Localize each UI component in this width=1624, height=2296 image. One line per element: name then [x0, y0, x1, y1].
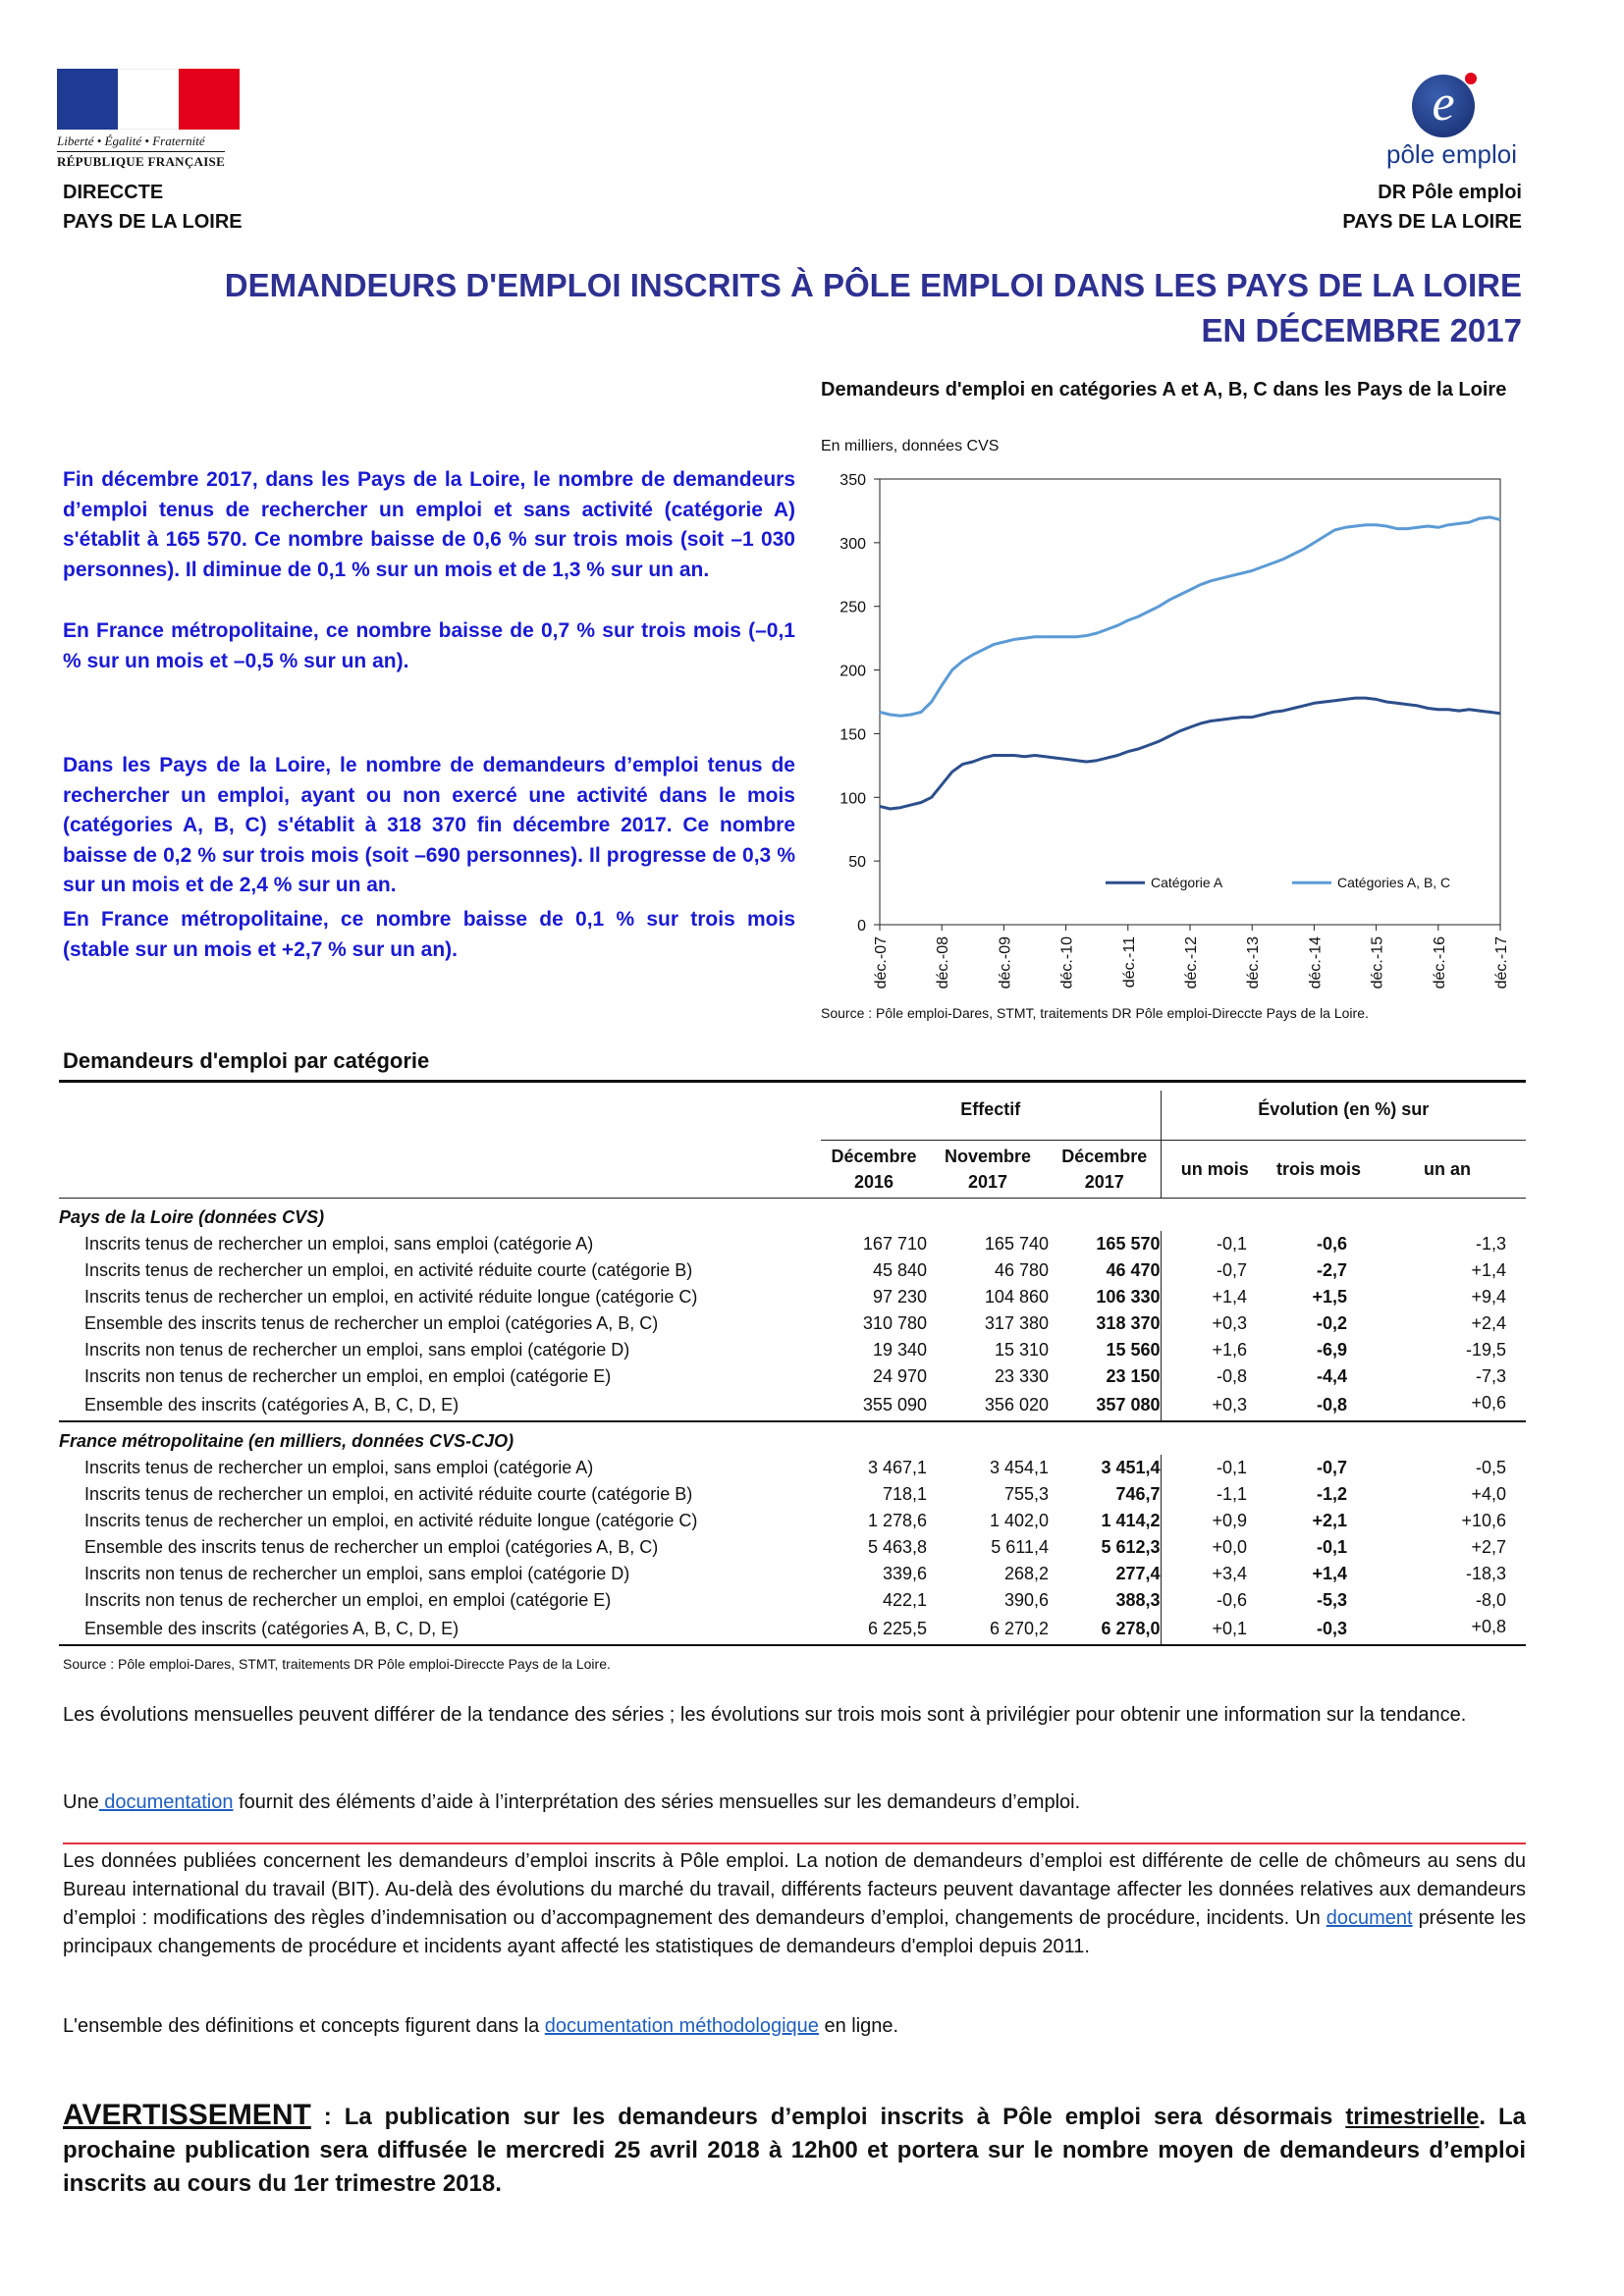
table-cell: 356 020: [984, 1395, 1049, 1415]
table-cell: 268,2: [1003, 1564, 1049, 1583]
table-cell: -0,6: [1161, 1587, 1269, 1614]
table-cell: 277,4: [1115, 1564, 1161, 1583]
table-cell: 755,3: [1003, 1484, 1049, 1504]
table-cell: -0,1: [1161, 1455, 1269, 1481]
row-label: Inscrits tenus de rechercher un emploi, sans emploi (catégorie A): [84, 1458, 594, 1477]
col-header-dec2016: Décembre 2016: [821, 1141, 927, 1199]
table-cell: +0,9: [1161, 1508, 1269, 1534]
pole-emploi-logo-text: pôle emploi: [1386, 139, 1517, 169]
row-label: Inscrits tenus de rechercher un emploi, en activité réduite longue (catégorie C): [84, 1511, 698, 1530]
table-cell: -1,3: [1475, 1234, 1506, 1254]
table-cell: 165 570: [1096, 1234, 1161, 1254]
table-source: Source : Pôle emploi-Dares, STMT, traitements DR Pôle emploi-Direccte Pays de la Loire.: [63, 1656, 611, 1672]
table-cell: +2,7: [1471, 1537, 1506, 1557]
table-cell: -19,5: [1465, 1340, 1506, 1360]
col-header-dec2017: Décembre 2017: [1049, 1141, 1161, 1199]
table-row: [59, 1231, 1526, 1257]
y-tick-label: 250: [839, 599, 866, 616]
row-label: Inscrits non tenus de rechercher un emploi, en emploi (catégorie E): [84, 1590, 612, 1610]
methodology-link[interactable]: documentation méthodologique: [544, 2015, 819, 2037]
line-chart: [815, 461, 1522, 1011]
note-definitions: L'ensemble des définitions et concepts figurent dans la documentation méthodologique en ligne.: [63, 2015, 899, 2037]
table-cell: -5,3: [1316, 1590, 1347, 1610]
table-cell: -1,1: [1161, 1481, 1269, 1508]
note-donnees: Les données publiées concernent les demandeurs d’emploi inscrits à Pôle emploi. La notion de demandeurs d’emploi est différente de celle de chômeurs au sens du Bureau international du travail (BIT). Au-delà des évolutions du marché du travail, différents facteurs peuvent davantage affecter les données relatives aux demandeurs d’emploi : modifications des règles d’indemnisation ou d’accompagnement des demandeurs d’emploi, changements de procédure, incidents. Un document présente les principaux changements de procédure et incidents ayant affecté les statistiques de demandeurs d'emploi depuis 2011.: [63, 1850, 1526, 1957]
table-cell: 46 470: [1106, 1260, 1161, 1280]
legend-label: Catégorie A: [1151, 875, 1223, 891]
plot-frame: [880, 479, 1500, 925]
table-cell: -0,7: [1316, 1458, 1347, 1477]
table-cell: 355 090: [862, 1395, 927, 1415]
x-tick-label: déc.-12: [1183, 936, 1200, 989]
intro-paragraph-1: Fin décembre 2017, dans les Pays de la Loire, le nombre de demandeurs d’emploi tenus de rechercher un emploi et sans activité (catégorie A) s'établit à 165 570. Ce nombre baisse de 0,6 % sur trois mois (soit –1 030 personnes). Il diminue de 0,1 % sur un mois et de 1,3 % sur un an.: [63, 468, 795, 581]
chart-subtitle: En milliers, données CVS: [821, 438, 1000, 454]
col-header-trois: trois mois: [1269, 1141, 1369, 1199]
table-cell: -7,3: [1475, 1366, 1506, 1386]
table-row: [59, 1561, 1526, 1587]
table-cell: 24 970: [872, 1366, 927, 1386]
red-divider: [63, 1842, 1526, 1844]
table-cell: 165 740: [984, 1234, 1049, 1254]
note-documentation: Une documentation fournit des éléments d’aide à l’interprétation des séries mensuelles sur les demandeurs d’emploi.: [63, 1791, 1081, 1813]
table-cell: +2,4: [1471, 1313, 1506, 1333]
table-row: [59, 1363, 1526, 1390]
intro-paragraph-4: En France métropolitaine, ce nombre baisse de 0,1 % sur trois mois (stable sur un mois et +2,7 % sur un an).: [63, 908, 795, 961]
row-label: Ensemble des inscrits (catégories A, B, C, D, E): [84, 1619, 460, 1638]
row-label: Inscrits tenus de rechercher un emploi, sans emploi (catégorie A): [84, 1234, 594, 1254]
y-tick-label: 50: [848, 854, 866, 872]
table-cell: +2,1: [1312, 1511, 1347, 1530]
table-row: [59, 1310, 1526, 1337]
table-cell: -18,3: [1465, 1564, 1506, 1583]
pole-emploi-logo: e pôle emploi: [1365, 75, 1522, 171]
rf-motto: Liberté • Égalité • Fraternité: [57, 133, 205, 148]
table-cell: 388,3: [1115, 1590, 1161, 1610]
table-cell: -4,4: [1316, 1366, 1347, 1386]
warning-label: AVERTISSEMENT: [63, 2099, 311, 2131]
series-line-0: [880, 698, 1500, 809]
table-cell: -0,6: [1316, 1234, 1347, 1254]
table-cell: +4,0: [1471, 1484, 1506, 1504]
table-row: [59, 1284, 1526, 1310]
table-cell: +1,5: [1312, 1287, 1347, 1307]
table-cell: +10,6: [1461, 1511, 1506, 1530]
x-tick-label: déc.-15: [1369, 936, 1386, 989]
table-cell: 106 330: [1096, 1287, 1161, 1307]
table-cell: 19 340: [872, 1340, 927, 1360]
series-line-1: [880, 517, 1500, 716]
table-cell: 23 330: [994, 1366, 1049, 1386]
row-label: Inscrits non tenus de rechercher un emploi, sans emploi (catégorie D): [84, 1564, 630, 1583]
table-cell: -0,1: [1316, 1537, 1347, 1557]
pole-emploi-header: DR Pôle emploi PAYS DE LA LOIRE: [1342, 182, 1522, 233]
section-title: France métropolitaine (en milliers, données CVS-CJO): [59, 1431, 514, 1451]
table-cell: 5 612,3: [1101, 1537, 1161, 1557]
chart-title: Demandeurs d'emploi en catégories A et A, B, C dans les Pays de la Loire: [821, 379, 1507, 400]
intro-paragraph-2: En France métropolitaine, ce nombre baisse de 0,7 % sur trois mois (–0,1 % sur un mois et –0,5 % sur un an).: [63, 619, 795, 672]
table-cell: +0,0: [1161, 1534, 1269, 1561]
table-cell: -2,7: [1316, 1260, 1347, 1280]
x-tick-label: déc.-13: [1245, 936, 1263, 989]
table-cell: 390,6: [1003, 1590, 1049, 1610]
x-tick-label: déc.-11: [1120, 936, 1138, 988]
row-label: Inscrits tenus de rechercher un emploi, en activité réduite courte (catégorie B): [84, 1260, 693, 1280]
table-cell: 318 370: [1096, 1313, 1161, 1333]
table-row: [59, 1481, 1526, 1508]
y-tick-label: 0: [857, 918, 866, 934]
documentation-link[interactable]: documentation: [98, 1791, 234, 1813]
table-cell: 746,7: [1115, 1484, 1161, 1504]
page-title: DEMANDEURS D'EMPLOI INSCRITS À PÔLE EMPLOI DANS LES PAYS DE LA LOIRE EN DÉCEMBRE 2017: [224, 267, 1522, 348]
table-cell: -0,5: [1475, 1458, 1506, 1477]
table-row: [59, 1614, 1526, 1645]
row-label: Inscrits non tenus de rechercher un emploi, en emploi (catégorie E): [84, 1366, 612, 1386]
table-cell: 3 454,1: [989, 1458, 1049, 1477]
table-cell: +3,4: [1161, 1561, 1269, 1587]
row-label: Ensemble des inscrits (catégories A, B, C, D, E): [84, 1395, 460, 1415]
table-cell: -0,8: [1316, 1395, 1347, 1415]
x-tick-label: déc.-17: [1493, 936, 1510, 989]
rf-name: RÉPUBLIQUE FRANÇAISE: [57, 151, 225, 170]
table-cell: 97 230: [872, 1287, 927, 1307]
table-cell: 23 150: [1106, 1366, 1161, 1386]
group-header-effectif: Effectif: [960, 1099, 1021, 1119]
warning-block: AVERTISSEMENT : La publication sur les demandeurs d’emploi inscrits à Pôle emploi sera désormais trimestrielle. La prochaine publication sera diffusée le mercredi 25 avril 2018 à 12h00 et portera sur le nombre moyen de demandeurs d’emploi inscrits au cours du 1er trimestre 2018.: [63, 2099, 1527, 2197]
x-tick-label: déc.-09: [997, 936, 1014, 989]
row-label: Inscrits tenus de rechercher un emploi, en activité réduite courte (catégorie B): [84, 1484, 693, 1504]
table-title: Demandeurs d'emploi par catégorie: [63, 1048, 430, 1073]
y-tick-label: 300: [839, 535, 866, 553]
y-tick-label: 350: [839, 472, 866, 489]
x-tick-label: déc.-14: [1307, 936, 1325, 989]
table-cell: +0,6: [1471, 1393, 1506, 1413]
table-cell: 339,6: [882, 1564, 927, 1583]
table-cell: 1 278,6: [867, 1511, 927, 1530]
col-header-mois: un mois: [1161, 1141, 1269, 1199]
col-header-nov2017: Novembre 2017: [927, 1141, 1049, 1199]
table-cell: 5 463,8: [867, 1537, 927, 1557]
y-tick-label: 200: [839, 663, 866, 680]
tricolor-flag-icon: [57, 69, 240, 130]
row-label: Ensemble des inscrits tenus de rechercher un emploi (catégories A, B, C): [84, 1537, 659, 1557]
legend-label: Catégories A, B, C: [1337, 875, 1451, 891]
section-title: Pays de la Loire (données CVS): [59, 1207, 325, 1227]
table-cell: 6 270,2: [989, 1619, 1049, 1638]
table-cell: +0,8: [1471, 1617, 1506, 1636]
x-tick-label: déc.-10: [1058, 936, 1076, 989]
table-cell: 15 310: [994, 1340, 1049, 1360]
direccte-header: DIRECCTE PAYS DE LA LOIRE: [63, 182, 243, 233]
table-row: [59, 1337, 1526, 1363]
table-row: [59, 1534, 1526, 1561]
table-cell: +9,4: [1471, 1287, 1506, 1307]
table-cell: 45 840: [872, 1260, 927, 1280]
table-cell: 3 451,4: [1101, 1458, 1161, 1477]
x-tick-label: déc.-16: [1431, 936, 1448, 989]
table-cell: 422,1: [882, 1590, 927, 1610]
table-row: [59, 1390, 1526, 1421]
table-cell: +1,4: [1161, 1284, 1269, 1310]
table-cell: -8,0: [1475, 1590, 1506, 1610]
table-cell: 357 080: [1096, 1395, 1161, 1415]
table-cell: 167 710: [862, 1234, 927, 1254]
table-cell: +1,4: [1471, 1260, 1506, 1280]
table-cell: -0,2: [1316, 1313, 1347, 1333]
table-cell: +1,4: [1312, 1564, 1347, 1583]
table-row: [59, 1508, 1526, 1534]
table-row: [59, 1587, 1526, 1614]
x-tick-label: déc.-08: [935, 936, 952, 989]
table-row: [59, 1455, 1526, 1481]
table-cell: +1,6: [1161, 1337, 1269, 1363]
table-cell: -0,1: [1161, 1231, 1269, 1257]
document-link[interactable]: document: [1326, 1907, 1413, 1929]
categories-table: [59, 1080, 1526, 1648]
group-header-evolution: Évolution (en %) sur: [1161, 1091, 1526, 1141]
table-cell: 718,1: [882, 1484, 927, 1504]
y-tick-label: 100: [839, 790, 866, 808]
table-cell: -1,2: [1316, 1484, 1347, 1504]
republique-francaise-logo: [57, 69, 244, 177]
table-cell: +0,3: [1161, 1310, 1269, 1337]
table-cell: +0,1: [1161, 1614, 1269, 1645]
table-cell: 6 225,5: [867, 1619, 927, 1638]
chart-source: Source : Pôle emploi-Dares, STMT, traitements DR Pôle emploi-Direccte Pays de la Loire.: [821, 1005, 1369, 1021]
table-cell: 15 560: [1106, 1340, 1161, 1360]
row-label: Ensemble des inscrits tenus de rechercher un emploi (catégories A, B, C): [84, 1313, 659, 1333]
table-cell: -0,8: [1161, 1363, 1269, 1390]
table-cell: 3 467,1: [867, 1458, 927, 1477]
table-cell: +0,3: [1161, 1390, 1269, 1421]
table-cell: 317 380: [984, 1313, 1049, 1333]
intro-paragraph-3: Dans les Pays de la Loire, le nombre de demandeurs d’emploi tenus de rechercher un emploi, ayant ou non exercé une activité dans le mois (catégories A, B, C) s'établit à 318 370 fin décembre 2017. Ce nombre baisse de 0,2 % sur trois mois (soit –690 personnes). Il progresse de 0,3 % sur un mois et de 2,4 % sur un an.: [63, 754, 795, 896]
table-cell: 5 611,4: [991, 1537, 1049, 1557]
table-cell: 6 278,0: [1101, 1619, 1161, 1638]
x-tick-label: déc.-07: [873, 936, 890, 989]
table-cell: -0,7: [1161, 1257, 1269, 1284]
table-cell: 46 780: [994, 1260, 1049, 1280]
table-row: [59, 1257, 1526, 1284]
table-cell: 1 402,0: [989, 1511, 1049, 1530]
row-label: Inscrits non tenus de rechercher un emploi, sans emploi (catégorie D): [84, 1340, 630, 1360]
table-cell: -0,3: [1316, 1619, 1347, 1638]
table-cell: 310 780: [862, 1313, 927, 1333]
y-tick-label: 150: [839, 726, 866, 744]
col-header-an: un an: [1369, 1141, 1526, 1199]
note-evolutions: Les évolutions mensuelles peuvent différer de la tendance des séries ; les évolutions sur trois mois sont à privilégier pour obtenir une information sur la tendance.: [63, 1704, 1467, 1726]
table-cell: 104 860: [984, 1287, 1049, 1307]
row-label: Inscrits tenus de rechercher un emploi, en activité réduite longue (catégorie C): [84, 1287, 698, 1307]
table-cell: -6,9: [1316, 1340, 1347, 1360]
table-cell: 1 414,2: [1101, 1511, 1161, 1530]
